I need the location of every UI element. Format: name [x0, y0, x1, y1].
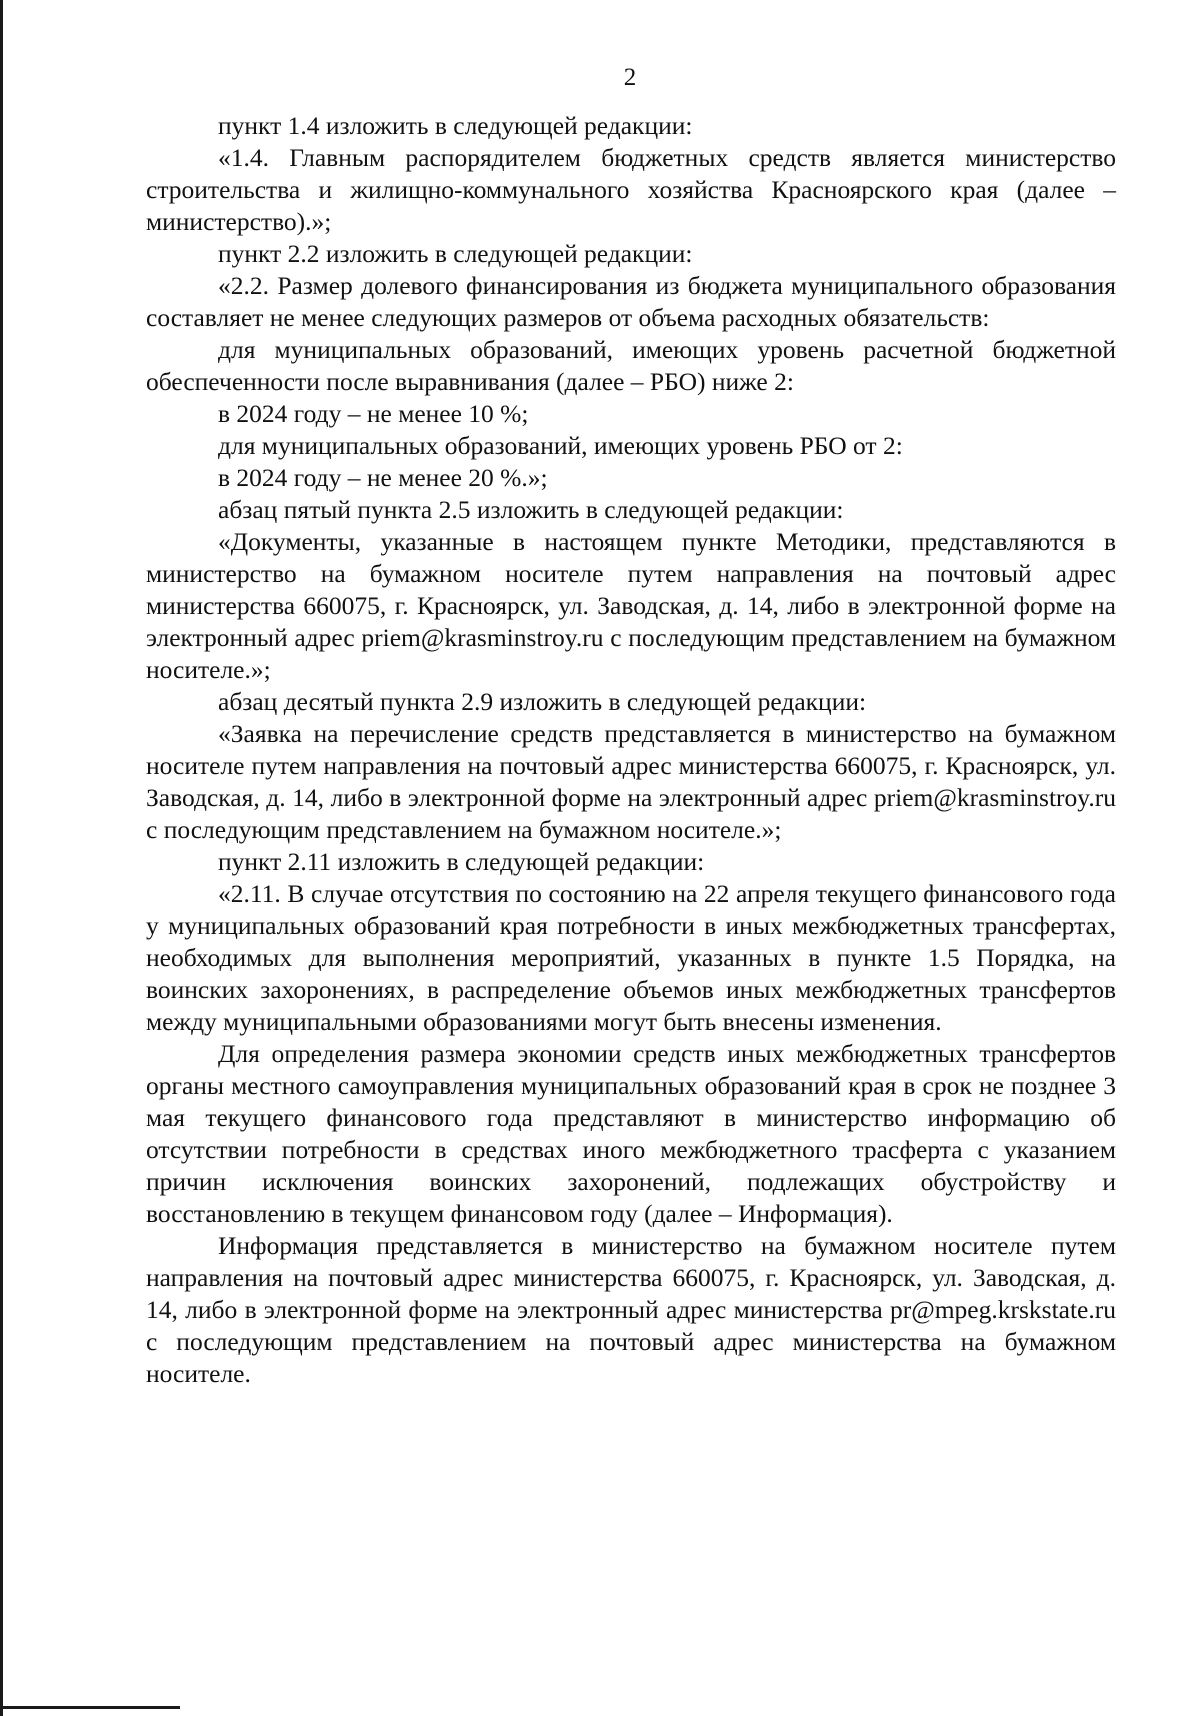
paragraph-15: Для определения размера экономии средств иных межбюджетных трансфертов органы местного самоуправления муниципальных образований края в срок не позднее 3 мая текущего финансового года представляют в министерство информацию об отсутствии потребности в средствах иного межбюджетного трасферта с указанием причин исключения воинских захоронений, подлежащих обустройству и восстановлению в текущем финансовом году (далее – Информация). [146, 1039, 1116, 1228]
paragraph-10: «Документы, указанные в настоящем пункте Методики, представляются в министерство на бумажном носителе путем направления на почтовый адрес министерства 660075, г. Красноярск, ул. Заводская, д. 14, либо в электронной форме на электронный адрес priem@krasminstroy.ru с последующим представлением на бумажном носителе.»; [146, 527, 1116, 684]
paragraph-2: «1.4. Главным распорядителем бюджетных средств является министерство строительства и жилищно-коммунального хозяйства Красноярского края (далее – министерство).»; [146, 143, 1116, 236]
paragraph-11: абзац десятый пункта 2.9 изложить в следующей редакции: [218, 687, 867, 716]
paragraph-5: для муниципальных образований, имеющих уровень расчетной бюджетной обеспеченности после выравнивания (далее – РБО) ниже 2: [146, 335, 1116, 396]
paragraph-6: в 2024 году – не менее 10 %; [218, 399, 529, 428]
scan-edge-bottom [0, 1706, 180, 1709]
paragraph-9: абзац пятый пункта 2.5 изложить в следующей редакции: [218, 495, 844, 524]
paragraph-1: пункт 1.4 изложить в следующей редакции: [218, 111, 693, 140]
paragraph-12: «Заявка на перечисление средств представляется в министерство на бумажном носителе путем направления на почтовый адрес министерства 660075, г. Красноярск, ул. Заводская, д. 14, либо в электронной форме на электронный адрес priem@krasminstroy.ru с последующим представлением на бумажном носителе.»; [146, 719, 1116, 844]
page-number: 2 [623, 64, 637, 91]
paragraph-3: пункт 2.2 изложить в следующей редакции: [218, 239, 693, 268]
paragraph-4: «2.2. Размер долевого финансирования из бюджета муниципального образования составляет не менее следующих размеров от объема расходных обязательств: [146, 271, 1116, 332]
paragraph-13: пункт 2.11 изложить в следующей редакции: [218, 847, 705, 876]
paragraph-7: для муниципальных образований, имеющих уровень РБО от 2: [218, 431, 903, 460]
scan-edge-left [0, 0, 3, 1716]
paragraph-14: «2.11. В случае отсутствия по состоянию на 22 апреля текущего финансового года у муниципальных образований края потребности в иных межбюджетных трансфертах, необходимых для выполнения мероприятий, указанных в пункте 1.5 Порядка, на воинских захоронениях, в распределение объемов иных межбюджетных трансфертов между муниципальными образованиями могут быть внесены изменения. [146, 879, 1116, 1036]
paragraph-16: Информация представляется в министерство на бумажном носителе путем направления на почтовый адрес министерства 660075, г. Красноярск, ул. Заводская, д. 14, либо в электронной форме на электронный адрес министерства pr@mpeg.krskstate.ru с последующим представлением на почтовый адрес министерства на бумажном носителе. [146, 1231, 1116, 1388]
document-body [146, 110, 1116, 1390]
paragraph-8: в 2024 году – не менее 20 %.»; [218, 463, 548, 492]
